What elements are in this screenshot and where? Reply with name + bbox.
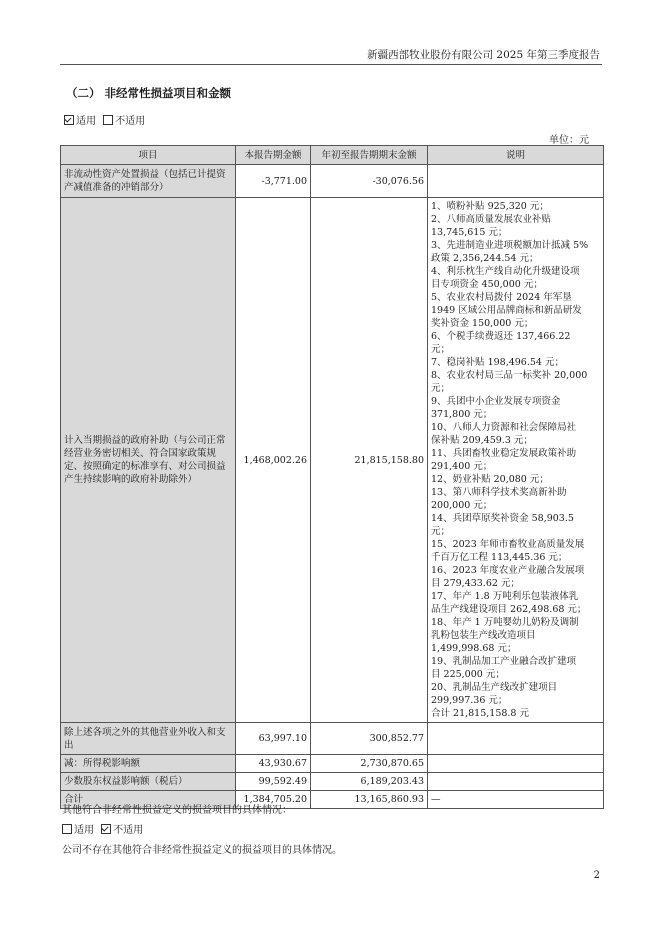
table-row bbox=[61, 165, 604, 198]
subsidy-line: 2、八师高质量发展农业补贴 bbox=[431, 214, 552, 225]
row-item: 非流动性资产处置损益（包括已计提资产减值准备的冲销部分） bbox=[61, 165, 236, 198]
checked-checkbox-icon bbox=[64, 115, 74, 125]
header-item: 项目 bbox=[61, 146, 236, 165]
option-applicable: 适用 bbox=[74, 825, 94, 836]
subsidy-line: 10、八师人力资源和社会保障局社 bbox=[431, 422, 577, 433]
subsidy-line: 奖补资金 150,000 元； bbox=[431, 318, 534, 329]
row-item: 减：所得税影响额 bbox=[61, 755, 236, 773]
row-item: 少数股东权益影响额（税后） bbox=[61, 773, 236, 791]
option-applicable: 适用 bbox=[76, 116, 96, 127]
table-row bbox=[61, 723, 604, 755]
subsidy-line: 15、2023 年师市畜牧业高质量发展 bbox=[431, 539, 585, 550]
row-item: 合计 bbox=[61, 791, 236, 809]
subsidy-line: 合计 21,815,158.8 元 bbox=[431, 708, 529, 719]
subsidy-line: 千百万亿工程 113,445.36 元； bbox=[431, 552, 568, 563]
non-recurring-gains-table bbox=[60, 145, 604, 809]
subsidy-line: 8、农业农村局三品一标奖补 20,000 bbox=[431, 370, 588, 381]
row-current-amount: 99,592.49 bbox=[236, 773, 311, 791]
subsidy-line: 17、年产 1.8 万吨利乐包装液体乳 bbox=[431, 591, 579, 602]
subsidy-line: 品生产线建设项目 262,498.68 元； bbox=[431, 604, 587, 615]
row-ytd-amount: 6,189,203.43 bbox=[311, 773, 428, 791]
subsidy-line: 20、乳制品生产线改扩建项目 bbox=[431, 682, 558, 693]
row-current-amount: -3,771.00 bbox=[236, 165, 311, 198]
subsidy-line: 18、年产 1 万吨婴幼儿奶粉及调制 bbox=[431, 617, 579, 628]
row-current-amount: 1,468,002.26 bbox=[236, 198, 311, 723]
row-item: 计入当期损益的政府补助（与公司正常经营业务密切相关、符合国家政策规定、按照确定的标准享有、对公司损益产生持续影响的政府补助除外） bbox=[61, 198, 236, 723]
subsidy-line: 12、奶业补贴 20,080 元； bbox=[431, 474, 549, 485]
row-current-amount: 1,384,705.20 bbox=[236, 791, 311, 809]
subsidy-line: 5、农业农村局拨付 2024 年军垦 bbox=[431, 292, 572, 303]
header-description: 说明 bbox=[428, 146, 604, 165]
row-current-amount: 63,997.10 bbox=[236, 723, 311, 755]
subsidy-line: 19、乳制品加工产业融合改扩建项 bbox=[431, 656, 577, 667]
subsidy-line: 9、兵团中小企业发展专项资金 bbox=[431, 396, 561, 407]
subsidy-line: 目专项资金 450,000 元； bbox=[431, 279, 543, 290]
subsidy-line: 乳粉包装生产线改造项目 bbox=[431, 630, 536, 641]
subsidy-line: 4、利乐枕生产线自动化升级建设项 bbox=[431, 266, 580, 277]
row-description: — bbox=[428, 791, 604, 809]
subsidy-line: 6、个税手续费返还 137,466.22 bbox=[431, 331, 571, 342]
subsidy-line: 政策 2,356,244.54 元； bbox=[431, 253, 539, 264]
unchecked-checkbox-icon bbox=[103, 115, 113, 125]
subsidy-line: 7、稳岗补贴 198,496.54 元； bbox=[431, 357, 564, 368]
row-description bbox=[428, 755, 604, 773]
row-ytd-amount: 21,815,158.80 bbox=[311, 198, 428, 723]
row-description bbox=[428, 165, 604, 198]
subsidy-line: 14、兵团草原奖补资金 58,903.5 bbox=[431, 513, 574, 524]
option-not-applicable: 不适用 bbox=[115, 116, 146, 127]
header-divider bbox=[60, 64, 602, 65]
other-items-note: 其他符合非经常性损益定义的损益项目的具体情况： bbox=[62, 805, 292, 816]
subsidy-line: 元； bbox=[431, 383, 451, 394]
applicability-selector-top bbox=[64, 112, 149, 127]
applicability-selector-bottom bbox=[62, 821, 147, 836]
subsidy-line: 3、先进制造业进项税额加计抵减 5% bbox=[431, 240, 589, 251]
table-row bbox=[61, 755, 604, 773]
report-header-title: 新疆西部牧业股份有限公司 2025 年第三季度报告 bbox=[367, 49, 600, 61]
unit-label: 单位：元 bbox=[549, 135, 589, 146]
subsidy-line: 291,400 元； bbox=[431, 461, 493, 472]
subsidy-line: 299,997.36 元； bbox=[431, 695, 508, 706]
row-description bbox=[428, 723, 604, 755]
subsidy-line: 保补贴 209,459.3 元； bbox=[431, 435, 533, 446]
row-ytd-amount: 13,165,860.93 bbox=[311, 791, 428, 809]
row-ytd-amount: 300,852.77 bbox=[311, 723, 428, 755]
page-number: 2 bbox=[593, 870, 600, 881]
subsidy-line: 元； bbox=[431, 344, 451, 355]
row-ytd-amount: -30,076.56 bbox=[311, 165, 428, 198]
row-description bbox=[428, 773, 604, 791]
subsidy-line: 元； bbox=[431, 526, 451, 537]
subsidy-line: 371,800 元； bbox=[431, 409, 493, 420]
subsidy-line: 1、喷粉补贴 925,320 元； bbox=[431, 201, 549, 212]
subsidy-line: 13、第八师科学技术奖高新补助 bbox=[431, 487, 567, 498]
option-not-applicable: 不适用 bbox=[113, 825, 144, 836]
unchecked-checkbox-icon bbox=[62, 824, 72, 834]
table-row bbox=[61, 773, 604, 791]
table-row bbox=[61, 198, 604, 723]
table-header-row bbox=[61, 146, 604, 165]
conclusion-text: 公司不存在其他符合非经常性损益定义的损益项目的具体情况。 bbox=[62, 845, 342, 856]
header-current-period: 本报告期金额 bbox=[236, 146, 311, 165]
subsidy-line: 1949 区域公用品牌商标和新品研发 bbox=[431, 305, 582, 316]
header-ytd: 年初至报告期期末金额 bbox=[311, 146, 428, 165]
subsidy-line: 1,499,998.68 元； bbox=[431, 643, 517, 654]
subsidy-line: 16、2023 年度农业产业融合发展项 bbox=[431, 565, 585, 576]
section-heading: （二） 非经常性损益项目和金额 bbox=[66, 86, 232, 100]
row-item: 除上述各项之外的其他营业外收入和支出 bbox=[61, 723, 236, 755]
subsidy-line: 200,000 元； bbox=[431, 500, 493, 511]
subsidy-line: 11、兵团畜牧业稳定发展政策补助 bbox=[431, 448, 577, 459]
checked-checkbox-icon bbox=[101, 824, 111, 834]
row-ytd-amount: 2,730,870.65 bbox=[311, 755, 428, 773]
subsidy-line: 目 279,433.62 元； bbox=[431, 578, 520, 589]
subsidy-line: 13,745,615 元； bbox=[431, 227, 508, 238]
subsidy-description bbox=[428, 198, 604, 723]
row-current-amount: 43,930.67 bbox=[236, 755, 311, 773]
subsidy-line: 目 225,000 元； bbox=[431, 669, 505, 680]
